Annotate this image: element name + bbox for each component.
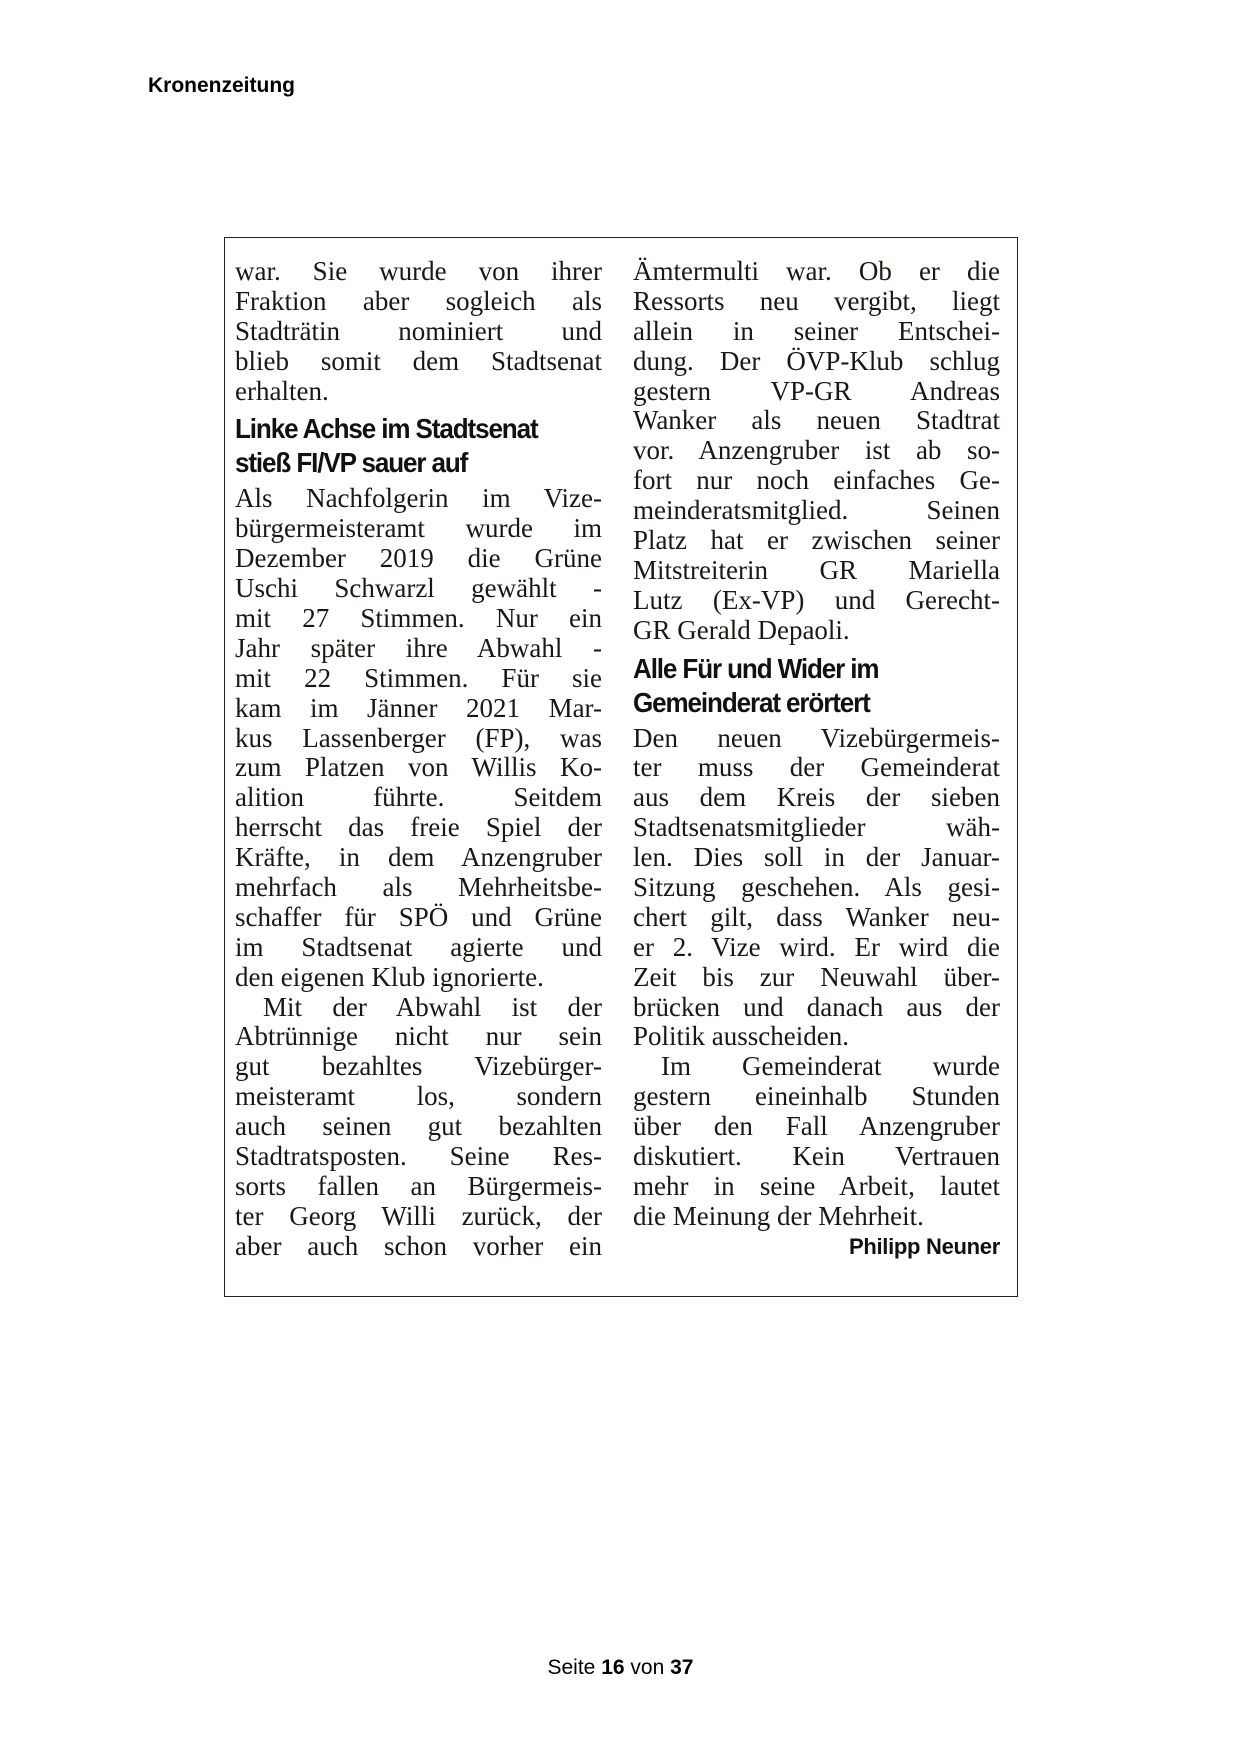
text-line: meisteramt los, sondern xyxy=(235,1081,602,1112)
article-clipping xyxy=(224,237,1018,1297)
text-line: Wanker als neuen Stadtrat xyxy=(633,405,1000,436)
subheading xyxy=(633,652,974,720)
text-line: schaffer für SPÖ und Grüne xyxy=(235,901,602,932)
text-line: aus dem Kreis der sieben xyxy=(633,782,1000,813)
text-line: Politik ausscheiden. xyxy=(633,1021,849,1052)
text-line: ter muss der Gemeinderat xyxy=(633,752,1000,783)
subheading-line: Alle Für und Wider im xyxy=(633,652,879,684)
text-line: chert gilt, dass Wanker neu- xyxy=(633,901,1000,932)
paragraph xyxy=(633,257,1000,646)
text-line: mit 22 Stimmen. Für sie xyxy=(235,662,602,693)
text-line: er 2. Vize wird. Er wird die xyxy=(633,931,1000,962)
text-line: Stadträtin nominiert und xyxy=(235,315,602,346)
author-byline: Philipp Neuner xyxy=(848,1233,1000,1259)
text-line: allein in seiner Entschei- xyxy=(633,315,1000,346)
text-line: die Meinung der Mehrheit. xyxy=(633,1200,924,1231)
page-of-label: von xyxy=(630,1656,665,1679)
text-line: gestern eineinhalb Stunden xyxy=(633,1081,1000,1112)
subheading-line: Gemeinderat erörtert xyxy=(633,686,870,718)
paragraph xyxy=(235,257,602,406)
text-line: Stadtsenatsmitglieder wäh- xyxy=(633,812,1000,843)
text-line: alition führte. Seitdem xyxy=(235,782,602,813)
text-line: Sitzung geschehen. Als gesi- xyxy=(633,872,1000,903)
text-line: erhalten. xyxy=(235,375,329,406)
text-line: Ressorts neu vergibt, liegt xyxy=(633,285,1000,316)
text-line: Im Gemeinderat wurde xyxy=(661,1051,1000,1082)
text-line: Stadtratsposten. Seine Res- xyxy=(235,1141,602,1172)
text-line: mehr in seine Arbeit, lautet xyxy=(633,1170,1000,1201)
text-line: gut bezahltes Vizebürger- xyxy=(235,1051,602,1082)
text-line: mit 27 Stimmen. Nur ein xyxy=(235,603,602,634)
paragraph xyxy=(633,1052,1000,1231)
page-number: 16 xyxy=(601,1656,625,1679)
text-line: Als Nachfolgerin im Vize- xyxy=(235,483,602,514)
text-line: meinderatsmitglied. Seinen xyxy=(633,495,1000,526)
paragraph xyxy=(633,724,1000,1053)
text-line: gestern VP-GR Andreas xyxy=(633,375,1000,406)
page-total: 37 xyxy=(670,1656,694,1679)
subheading xyxy=(235,412,576,480)
text-line: fort nur noch einfaches Ge- xyxy=(633,465,1000,496)
text-line: aber auch schon vorher ein xyxy=(235,1230,602,1261)
paragraph xyxy=(235,484,602,992)
text-line: auch seinen gut bezahlten xyxy=(235,1111,602,1142)
text-line: Den neuen Vizebürgermeis- xyxy=(633,722,1000,753)
source-title: Kronenzeitung xyxy=(148,74,295,97)
text-line: diskutiert. Kein Vertrauen xyxy=(633,1141,1000,1172)
text-line: dung. Der ÖVP-Klub schlug xyxy=(633,345,1000,376)
text-line: mehrfach als Mehrheitsbe- xyxy=(235,872,602,903)
text-line: blieb somit dem Stadtsenat xyxy=(235,345,602,376)
text-line: Kräfte, in dem Anzengruber xyxy=(235,842,602,873)
text-line: Mitstreiterin GR Mariella xyxy=(633,554,1000,585)
text-line: vor. Anzengruber ist ab so- xyxy=(633,435,1000,466)
text-line: Lutz (Ex-VP) und Gerecht- xyxy=(633,584,1000,615)
text-line: war. Sie wurde von ihrer xyxy=(235,256,602,286)
text-line: Mit der Abwahl ist der xyxy=(263,991,602,1022)
text-line: zum Platzen von Willis Ko- xyxy=(235,752,602,783)
text-line: über den Fall Anzengruber xyxy=(633,1111,1000,1142)
page-label: Seite xyxy=(547,1656,596,1679)
text-line: Uschi Schwarzl gewählt - xyxy=(235,573,602,604)
text-line: bürgermeisteramt wurde im xyxy=(235,513,602,544)
text-line: Jahr später ihre Abwahl - xyxy=(235,632,602,663)
paragraph xyxy=(235,993,602,1262)
text-line: Platz hat er zwischen seiner xyxy=(633,525,1000,556)
text-line: den eigenen Klub ignorierte. xyxy=(235,961,544,992)
text-line: Fraktion aber sogleich als xyxy=(235,285,602,316)
subheading-line: Linke Achse im Stadtsenat xyxy=(235,413,538,445)
text-line: kam im Jänner 2021 Mar- xyxy=(235,692,602,723)
text-line: im Stadtsenat agierte und xyxy=(235,931,602,962)
text-line: ter Georg Willi zurück, der xyxy=(235,1200,602,1231)
text-line: brücken und danach aus der xyxy=(633,991,1000,1022)
text-line: Zeit bis zur Neuwahl über- xyxy=(633,961,1000,992)
text-line: Dezember 2019 die Grüne xyxy=(235,543,602,574)
text-line: kus Lassenberger (FP), was xyxy=(235,722,602,753)
subheading-line: stieß FI/VP sauer auf xyxy=(235,447,468,479)
text-line: len. Dies soll in der Januar- xyxy=(633,842,1000,873)
page-footer xyxy=(0,1656,1241,1680)
text-line: sorts fallen an Bürgermeis- xyxy=(235,1170,602,1201)
text-line: Abtrünnige nicht nur sein xyxy=(235,1021,602,1052)
article-column-left xyxy=(235,257,602,1262)
text-line: Ämtermulti war. Ob er die xyxy=(633,256,1000,286)
text-line: herrscht das freie Spiel der xyxy=(235,812,602,843)
text-line: GR Gerald Depaoli. xyxy=(633,614,850,645)
article-column-right xyxy=(633,257,1000,1262)
